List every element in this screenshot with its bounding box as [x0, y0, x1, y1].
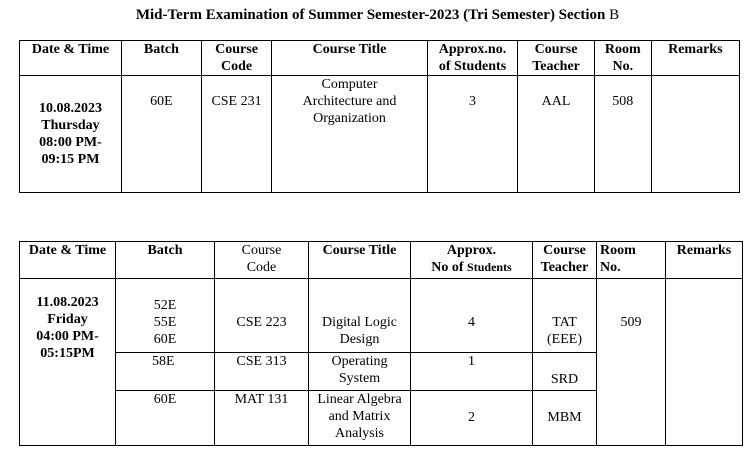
- header-course-code: Course Code: [215, 242, 309, 279]
- teacher-cell: AAL: [518, 76, 595, 193]
- course-code-cell: MAT 131: [215, 391, 309, 446]
- table-header-row: [20, 41, 740, 76]
- header-batch: Batch: [121, 41, 201, 76]
- teacher-cell: SRD: [533, 353, 597, 391]
- title-section: B: [609, 7, 620, 23]
- header-teacher: Course Teacher: [518, 41, 595, 76]
- header-date-time: Date & Time: [20, 242, 116, 279]
- exam-table-2: [19, 241, 743, 446]
- batch-cell: 52E 55E 60E: [116, 279, 215, 353]
- header-students: Approx. No of Students: [411, 242, 533, 279]
- course-code-cell: CSE 313: [215, 353, 309, 391]
- header-students: Approx.no. of Students: [427, 41, 517, 76]
- room-cell: 509: [597, 279, 666, 446]
- students-cell: 4: [411, 279, 533, 353]
- header-room: Room No.: [597, 242, 666, 279]
- teacher-cell: MBM: [533, 391, 597, 446]
- header-course-title: Course Title: [309, 242, 411, 279]
- header-teacher: Course Teacher: [533, 242, 597, 279]
- course-title-cell: Linear Algebra and Matrix Analysis: [309, 391, 411, 446]
- header-batch: Batch: [116, 242, 215, 279]
- students-cell: 2: [411, 391, 533, 446]
- date-time-cell: 10.08.2023 Thursday 08:00 PM- 09:15 PM: [20, 76, 122, 193]
- header-course-title: Course Title: [272, 41, 428, 76]
- table-row: [20, 279, 743, 353]
- date-time-cell: 11.08.2023 Friday 04:00 PM- 05:15PM: [20, 279, 116, 446]
- header-course-code: Course Code: [201, 41, 271, 76]
- course-title-cell: Operating System: [309, 353, 411, 391]
- remarks-cell: [666, 279, 743, 446]
- header-room: Room No.: [594, 41, 651, 76]
- exam-table-1: [19, 40, 740, 193]
- page-title: [0, 7, 755, 24]
- table-row: [20, 76, 740, 193]
- header-remarks: Remarks: [666, 242, 743, 279]
- remarks-cell: [651, 76, 739, 193]
- course-code-cell: CSE 223: [215, 279, 309, 353]
- batch-cell: 60E: [116, 391, 215, 446]
- room-cell: 508: [594, 76, 651, 193]
- batch-cell: 60E: [121, 76, 201, 193]
- course-code-cell: CSE 231: [201, 76, 271, 193]
- header-remarks: Remarks: [651, 41, 739, 76]
- students-cell: 1: [411, 353, 533, 391]
- header-date-time: Date & Time: [20, 41, 122, 76]
- batch-cell: 58E: [116, 353, 215, 391]
- course-title-cell: Digital Logic Design: [309, 279, 411, 353]
- table-header-row: [20, 242, 743, 279]
- course-title-cell: Computer Architecture and Organization: [272, 76, 428, 193]
- teacher-cell: TAT (EEE): [533, 279, 597, 353]
- students-cell: 3: [427, 76, 517, 193]
- title-main: Mid-Term Examination of Summer Semester-2023 (Tri Semester) Section: [135, 7, 606, 23]
